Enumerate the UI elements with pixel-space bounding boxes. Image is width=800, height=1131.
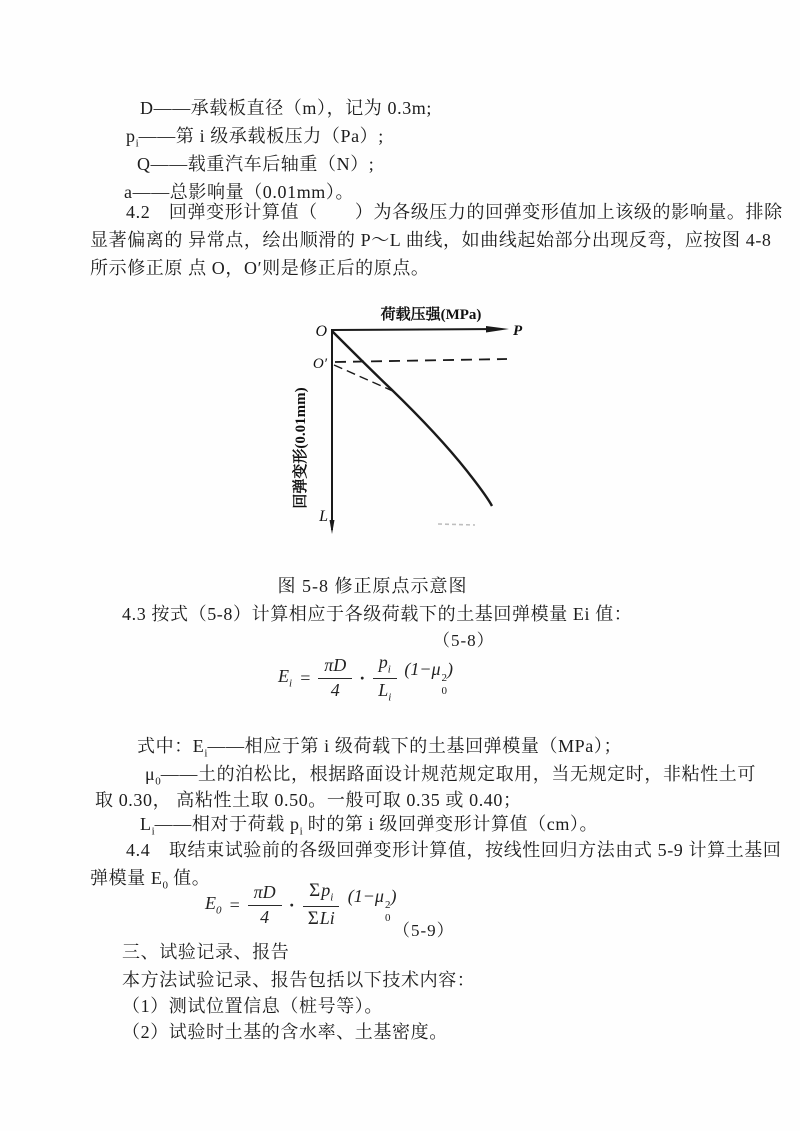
scan-smudge <box>438 524 475 525</box>
paragraph-4-2-line1: 4.2 回弹变形计算值（ ）为各级压力的回弹变形值加上该级的影响量。排除 <box>126 202 783 222</box>
definition-line-a: a——总影响量（0.01mm）。 <box>124 182 355 202</box>
definition-line-D: D——承载板直径（m），记为 0.3m; <box>140 98 433 118</box>
equation-5-8 <box>278 652 453 705</box>
equation-5-9-number: （5-9） <box>393 921 455 940</box>
figure-caption: 图 5-8 修正原点示意图 <box>277 576 468 596</box>
origin-correction-diagram <box>283 292 528 537</box>
eq58-lhs: $E_i$ <box>278 666 293 691</box>
figure-title: 荷载压强(MPa) <box>380 307 482 323</box>
eq59-poisson-term: (1−μ 2 0 ) <box>347 886 397 925</box>
paragraph-4-2-line2: 显著偏离的 异常点，绘出顺滑的 P～L 曲线，如曲线起始部分出现反弯，应按图 4-8 <box>90 230 772 250</box>
load-axis-arrowhead <box>486 326 509 333</box>
equation-5-9 <box>205 880 396 931</box>
definition-line-pi: $p_i——$第 i 级承载板压力（Pa）; <box>126 126 384 150</box>
eq59-equals: = <box>228 894 241 915</box>
deformation-axis-label: 回弹变形(0.01mm) <box>293 387 309 509</box>
section-3-item-2: （2）试验时土基的含水率、土基密度。 <box>122 1022 448 1042</box>
corrected-origin-label: O′ <box>312 356 327 372</box>
eq58-poisson-term: (1−μ 2 0 ) <box>404 659 454 698</box>
definition-line-Q: Q——载重汽车后轴重（N）; <box>137 154 375 174</box>
load-axis <box>332 329 501 330</box>
eq59-cdot: · <box>288 894 295 915</box>
eq58-equals: = <box>299 667 312 688</box>
eq59-fraction-piD4: $\frac{\pi D}{4}$ <box>248 882 282 928</box>
equation-5-8-number: （5-8） <box>433 631 495 650</box>
eq59-lhs: $E_0$ <box>205 893 222 918</box>
load-axis-end-label: P <box>513 323 523 339</box>
where-line-Li: $L_i——$相对于荷载 $p_i$ 时的第 i 级回弹变形计算值（cm）。 <box>140 814 599 838</box>
pl-curve <box>332 331 492 506</box>
correction-tangent-line <box>334 365 395 392</box>
section-3-heading: 三、试验记录、报告 <box>122 942 290 962</box>
paragraph-4-4-line2: 弹模量 $E_0$ 值。 <box>90 868 211 892</box>
eq58-fraction-piD4: $\frac{\pi D}{4}$ <box>318 655 352 701</box>
where-line-mu0-cont: 取 0.30， 高粘性土取 0.50。一般可取 0.35 或 0.40； <box>95 790 522 810</box>
paragraph-4-2-line3: 所示修正原 点 O，O′则是修正后的原点。 <box>90 258 430 278</box>
section-3-item-1: （1）测试位置信息（桩号等）。 <box>122 996 383 1016</box>
figure-5-8 <box>283 292 528 537</box>
where-line-mu0: $\mu_0——$土的泊松比，根据路面设计规范规定取用，当无规定时，非粘性土可 <box>145 764 756 788</box>
eq58-fraction-piLi: $\frac{p_i}{L_i}$ <box>372 652 397 705</box>
origin-label: O <box>315 323 327 340</box>
deformation-axis-arrowhead <box>330 520 335 534</box>
paragraph-4-3: 4.3 按式（5-8）计算相应于各级荷载下的土基回弹模量 Ei 值： <box>122 604 633 624</box>
eq58-cdot: · <box>359 667 366 688</box>
paragraph-4-4-line1: 4.4 取结束试验前的各级回弹变形计算值，按线性回归方法由式 5-9 计算土基回 <box>126 840 782 860</box>
deformation-axis-end-label: L <box>319 508 328 525</box>
section-3-intro: 本方法试验记录、报告包括以下技术内容： <box>122 970 476 990</box>
eq59-fraction-sums: $\frac{\Sigma p_i}{\text{ΣLi}}$ <box>302 880 341 931</box>
where-line-Ei: 式中：$E_i——$相应于第 i 级荷载下的土基回弹模量（MPa）； <box>137 736 623 760</box>
